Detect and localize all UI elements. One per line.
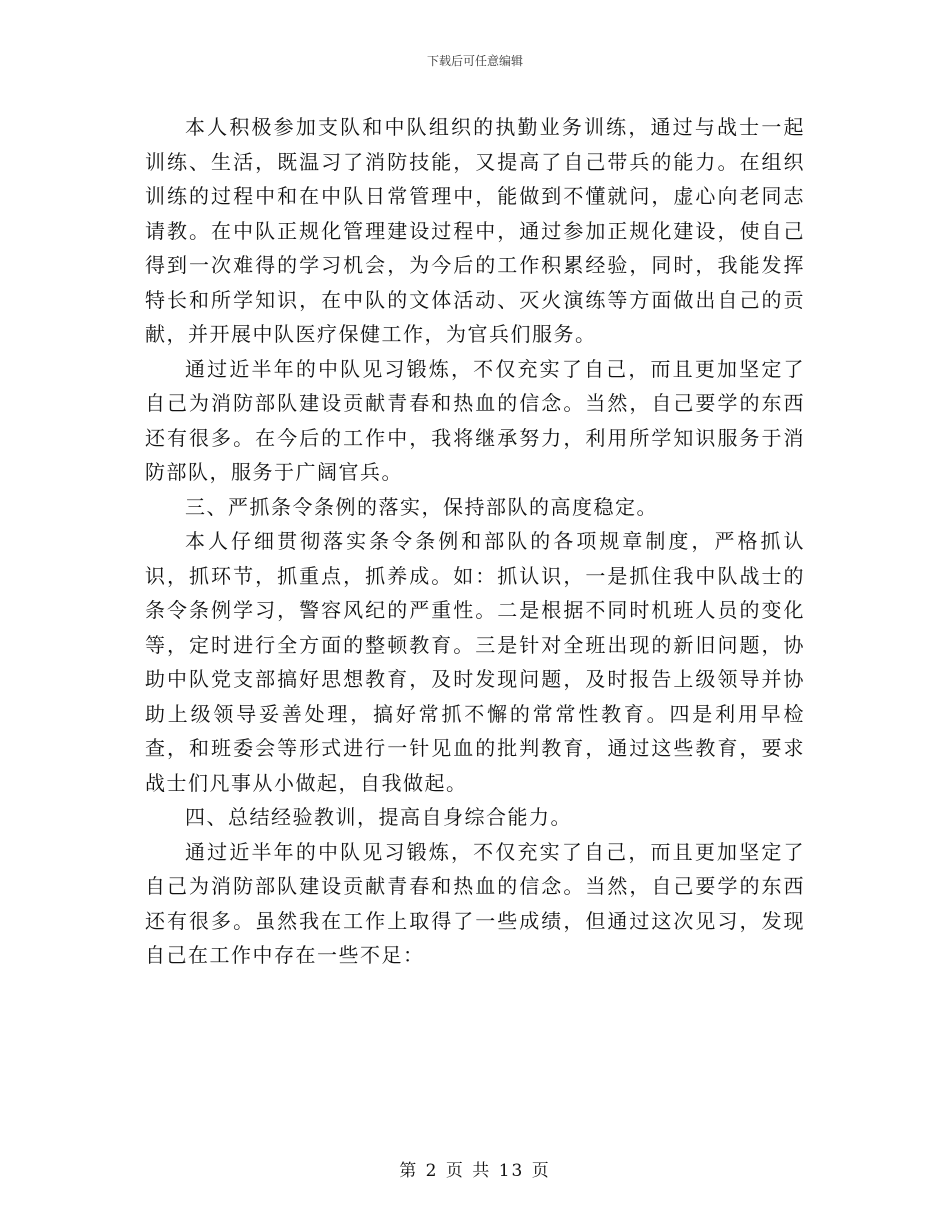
section-heading-4: 四、总结经验教训，提高自身综合能力。 [185,805,572,829]
paragraph-2: 通过近半年的中队见习锻炼，不仅充实了自己，而且更加坚定了自己为消防部队建设贡献青春和热血的信念。当然，自己要学的东西还有很多。在今后的工作中，我将继承努力，利用所学知识服务于消防部队，服务于广阔官兵。 [145,356,805,484]
document-body [145,110,805,973]
paragraph-4: 本人仔细贯彻落实条令条例和部队的各项规章制度，严格抓认识，抓环节，抓重点，抓养成。如：抓认识，一是抓住我中队战士的条令条例学习，警容风纪的严重性。二是根据不同时机班人员的变化等，定时进行全方面的整顿教育。三是针对全班出现的新旧问题，协助中队党支部搞好思想教育，及时发现问题，及时报告上级领导并协助上级领导妥善处理，搞好常抓不懈的常常性教育。四是利用早检查，和班委会等形式进行一针见血的批判教育，通过这些教育，要求战士们凡事从小做起，自我做起。 [145,529,805,795]
paragraph-1: 本人积极参加支队和中队组织的执勤业务训练，通过与战士一起训练、生活，既温习了消防技能，又提高了自己带兵的能力。在组织训练的过程中和在中队日常管理中，能做到不懂就问，虚心向老同志请教。在中队正规化管理建设过程中，通过参加正规化建设，使自己得到一次难得的学习机会，为今后的工作积累经验，同时，我能发挥特长和所学知识，在中队的文体活动、灭火演练等方面做出自己的贡献，并开展中队医疗保健工作，为官兵们服务。 [145,115,805,346]
page-header: 下载后可任意编辑 [426,54,523,68]
page-number: 第 2 页 共 13 页 [399,1161,551,1181]
paragraph-6: 通过近半年的中队见习锻炼，不仅充实了自己，而且更加坚定了自己为消防部队建设贡献青春和热血的信念。当然，自己要学的东西还有很多。虽然我在工作上取得了一些成绩，但通过这次见习，发现自己在工作中存在一些不足： [145,839,805,967]
section-heading-3: 三、严抓条令条例的落实，保持部队的高度稳定。 [185,494,658,519]
